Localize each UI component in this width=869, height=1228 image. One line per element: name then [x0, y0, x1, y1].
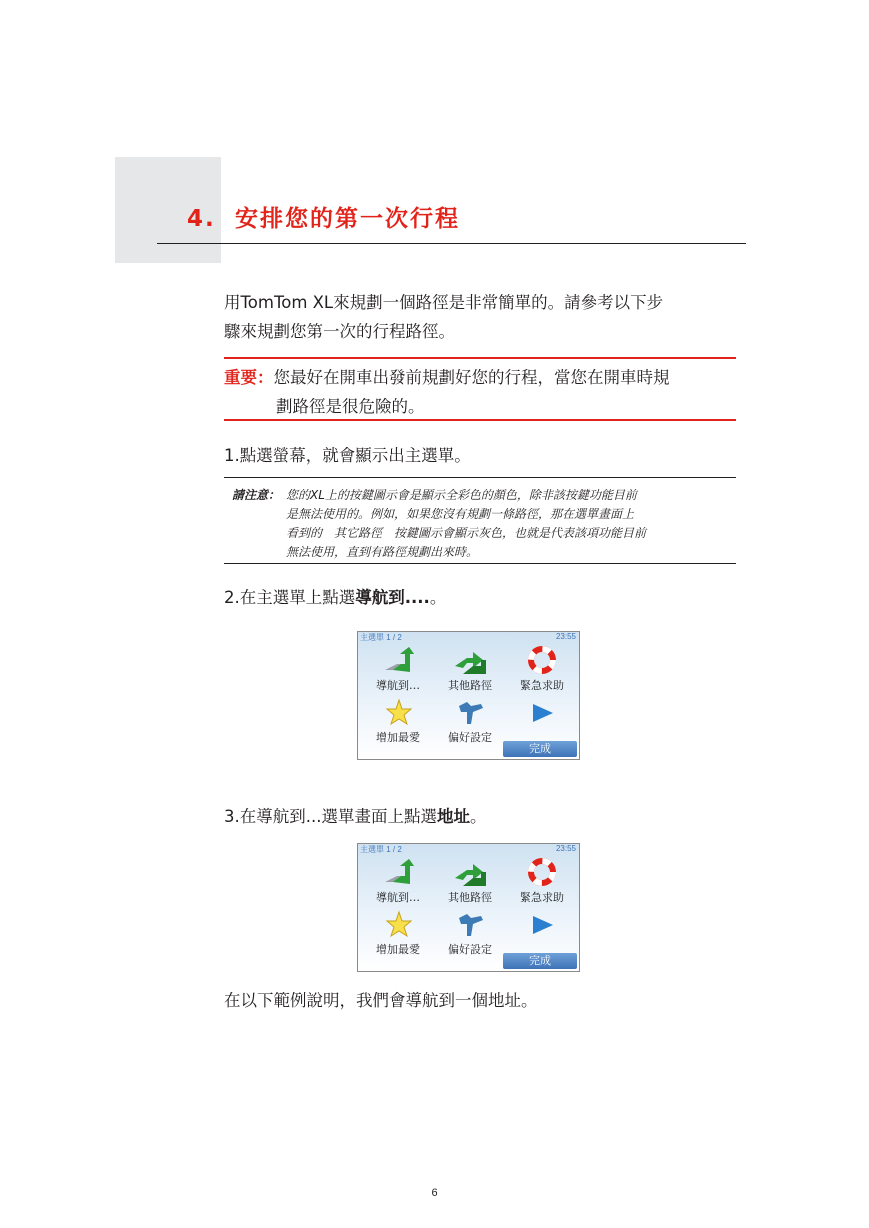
important-label: 重要： [224, 368, 274, 387]
step-1: 1.點選螢幕，就會顯示出主選單。 [224, 446, 471, 465]
lifebuoy-icon [527, 858, 557, 888]
wrench-icon [455, 910, 485, 940]
navigate-to-button[interactable] [362, 644, 434, 694]
chapter-title-text: 安排您的第一次行程 [235, 206, 460, 232]
alternative-route-label: 其他路徑 [448, 679, 492, 692]
preferences-label: 偏好設定 [448, 943, 492, 956]
add-favourite-button[interactable] [362, 908, 434, 958]
step-3 [224, 802, 746, 831]
navigate-to-label: 導航到… [376, 891, 420, 904]
star-icon [383, 698, 413, 728]
preferences-button[interactable] [434, 908, 506, 958]
important-line-2: 劃路徑是很危險的。 [276, 397, 425, 416]
outro-paragraph: 在以下範例說明，我們會導航到一個地址。 [224, 991, 538, 1010]
chapter-number: 4. [187, 206, 216, 232]
next-page-button[interactable] [506, 908, 578, 958]
note-label: 請注意： [232, 488, 281, 502]
intro-paragraph [224, 288, 746, 346]
menu-clock: 23:55 [555, 632, 576, 641]
preferences-label: 偏好設定 [448, 731, 492, 744]
important-callout [224, 357, 736, 421]
note-line: 無法使用，直到有路徑規劃出來時。 [286, 545, 479, 559]
next-page-button[interactable] [506, 696, 578, 746]
main-menu-screenshot-1 [357, 631, 580, 760]
alternative-route-label: 其他路徑 [448, 891, 492, 904]
add-favourite-label: 增加最愛 [376, 731, 420, 744]
step-2-text: 2.在主選單上點選 [224, 588, 356, 607]
wrench-icon [455, 698, 485, 728]
next-arrow-icon [527, 698, 557, 728]
emergency-help-label: 緊急求助 [520, 891, 564, 904]
intro-line-2: 驟來規劃您第一次的行程路徑。 [224, 322, 455, 341]
add-favourite-label: 增加最愛 [376, 943, 420, 956]
note-box [224, 477, 736, 564]
title-rule [157, 243, 746, 244]
done-button[interactable]: 完成 [503, 741, 577, 757]
lifebuoy-icon [527, 646, 557, 676]
next-arrow-icon [527, 910, 557, 940]
intro-line-1: 用TomTom XL來規劃一個路徑是非常簡單的。請參考以下步 [224, 293, 664, 312]
preferences-button[interactable] [434, 696, 506, 746]
step-3-suffix: 。 [469, 807, 487, 826]
important-line-1: 您最好在開車出發前規劃好您的行程，當您在開車時規 [273, 368, 670, 387]
note-line: 是無法使用的。例如，如果您沒有規劃一條路徑，那在選單畫面上 [286, 507, 635, 521]
emergency-help-label: 緊急求助 [520, 679, 564, 692]
step-2-bold: 導航到.... [355, 588, 430, 607]
note-line: 看到的 其它路徑 按鍵圖示會顯示灰色，也就是代表該項功能目前 [286, 526, 647, 540]
page-number: 6 [431, 1187, 438, 1199]
emergency-help-button[interactable] [506, 644, 578, 694]
chapter-title [187, 200, 460, 233]
menu-header: 主選單 1 / 2 [360, 633, 402, 642]
step-3-bold: 地址 [436, 807, 470, 826]
navigate-arrow-icon [383, 858, 415, 888]
menu-clock: 23:55 [555, 844, 576, 853]
alternative-route-icon [455, 646, 487, 676]
done-button[interactable]: 完成 [503, 953, 577, 969]
navigate-to-button[interactable] [362, 856, 434, 906]
emergency-help-button[interactable] [506, 856, 578, 906]
add-favourite-button[interactable] [362, 696, 434, 746]
step-2 [224, 583, 746, 612]
navigate-to-label: 導航到… [376, 679, 420, 692]
alternative-route-icon [455, 858, 487, 888]
alternative-route-button[interactable] [434, 856, 506, 906]
step-3-text: 3.在導航到...選單畫面上點選 [224, 807, 437, 826]
navigate-arrow-icon [383, 646, 415, 676]
star-icon [383, 910, 413, 940]
main-menu-screenshot-2 [357, 843, 580, 972]
note-line: 您的XL上的按鍵圖示會是顯示全彩色的顏色，除非該按鍵功能目前 [286, 488, 637, 502]
alternative-route-button[interactable] [434, 644, 506, 694]
menu-header: 主選單 1 / 2 [360, 845, 402, 854]
step-2-suffix: 。 [429, 588, 447, 607]
